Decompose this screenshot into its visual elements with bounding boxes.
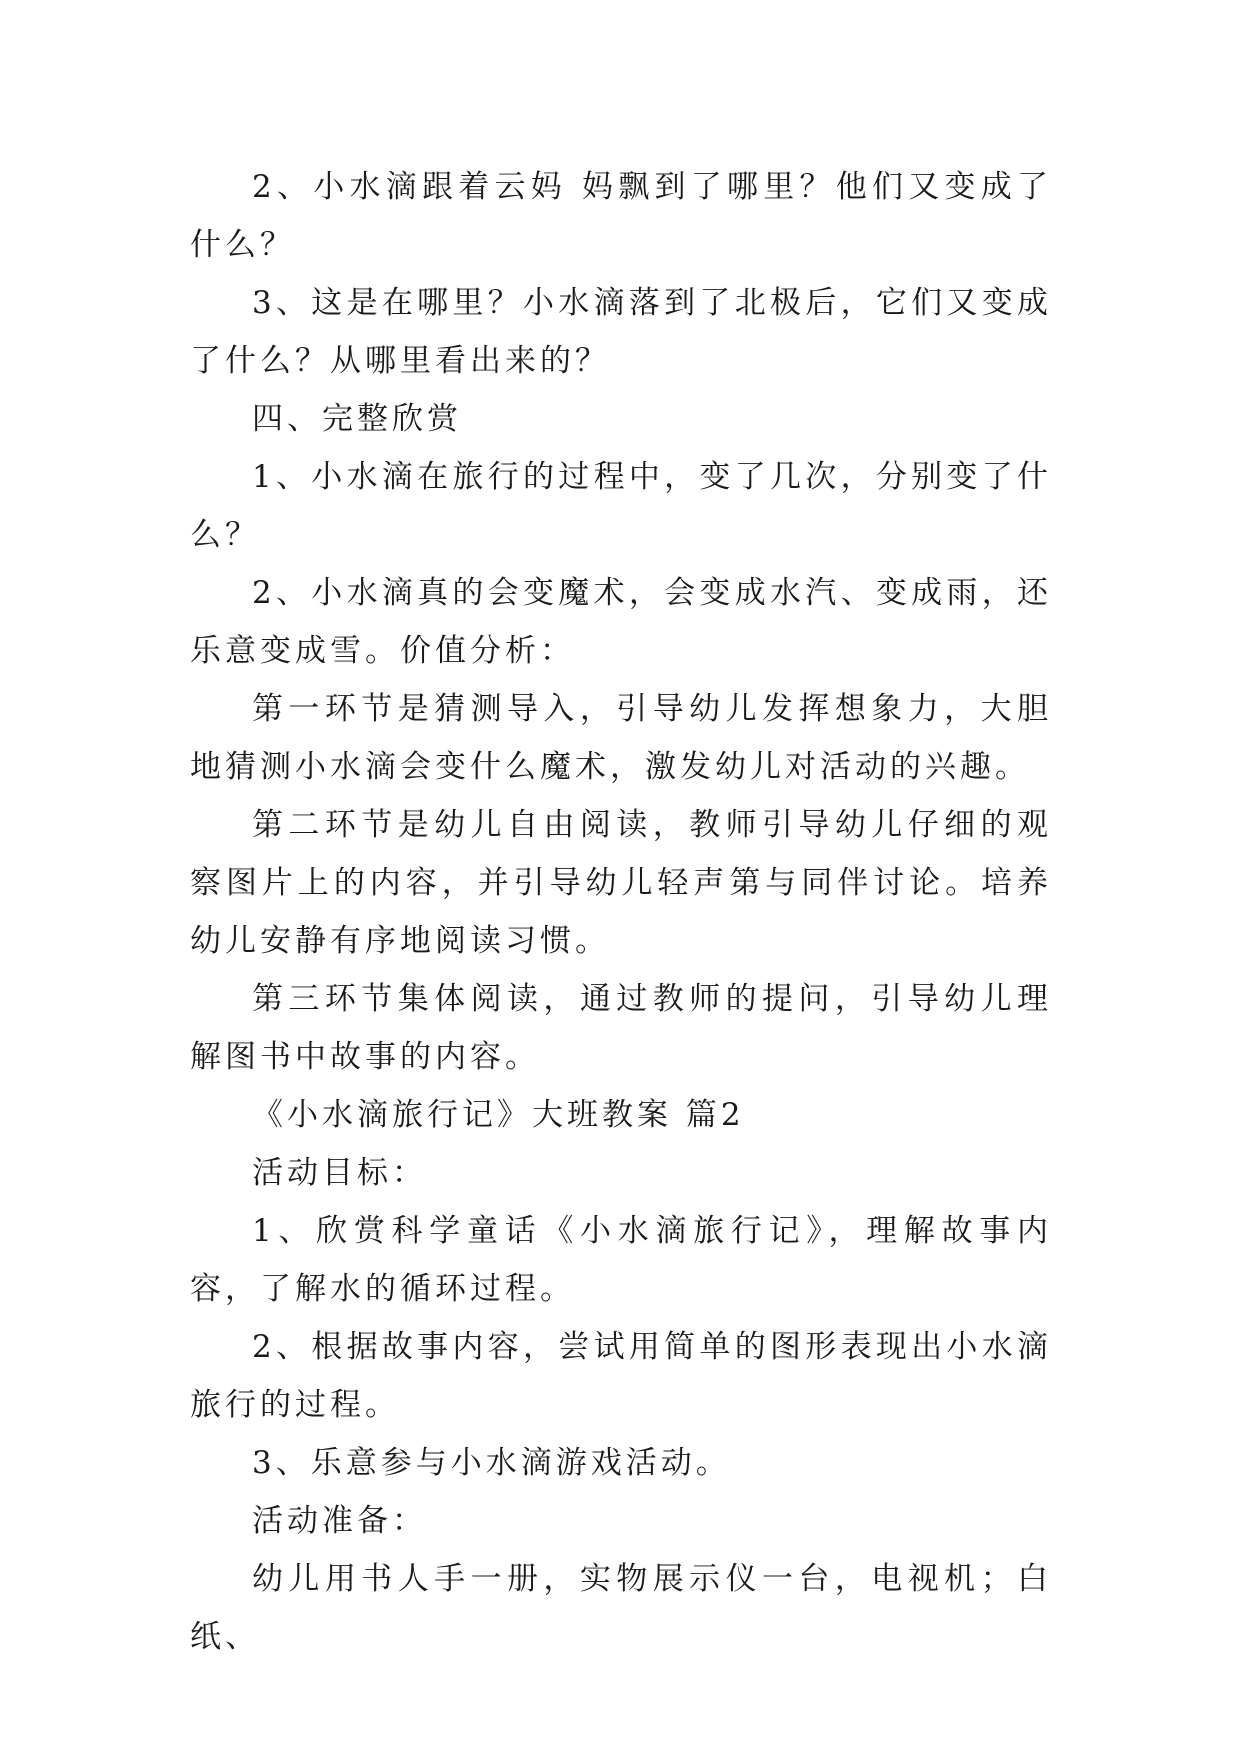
document-body — [190, 158, 1052, 1666]
lesson-plan-title: 《小水滴旅行记》大班教案 篇2 — [252, 1097, 745, 1133]
paragraph-analysis-3: 第三环节集体阅读，通过教师的提问，引导幼儿理解图书中故事的内容。 — [190, 981, 1052, 1075]
section-heading-full-appreciation: 四、完整欣赏 — [252, 401, 462, 437]
paragraph-goal-3: 3、乐意参与小水滴游戏活动。 — [252, 1445, 731, 1481]
paragraph-question-2: 2、小水滴跟着云妈 妈飘到了哪里？他们又变成了什么？ — [190, 169, 1052, 263]
section-heading-activity-preparation: 活动准备： — [252, 1503, 427, 1539]
paragraph-goal-1: 1、欣赏科学童话《小水滴旅行记》，理解故事内容，了解水的循环过程。 — [190, 1213, 1052, 1307]
paragraph-analysis-1: 第一环节是猜测导入，引导幼儿发挥想象力，大胆地猜测小水滴会变什么魔术，激发幼儿对活动的兴趣。 — [190, 691, 1052, 785]
paragraph-appreciation-2: 2、小水滴真的会变魔术，会变成水汽、变成雨，还乐意变成雪。价值分析： — [190, 575, 1052, 669]
paragraph-preparation: 幼儿用书人手一册，实物展示仪一台，电视机；白纸、 — [190, 1561, 1052, 1655]
paragraph-goal-2: 2、根据故事内容，尝试用简单的图形表现出小水滴旅行的过程。 — [190, 1329, 1052, 1423]
paragraph-appreciation-1: 1、小水滴在旅行的过程中，变了几次，分别变了什么？ — [190, 459, 1052, 553]
section-heading-activity-goals: 活动目标： — [252, 1155, 427, 1191]
paragraph-analysis-2: 第二环节是幼儿自由阅读，教师引导幼儿仔细的观察图片上的内容，并引导幼儿轻声第与同伴讨论。培养幼儿安静有序地阅读习惯。 — [190, 807, 1052, 959]
paragraph-question-3: 3、这是在哪里？小水滴落到了北极后，它们又变成了什么？从哪里看出来的？ — [190, 285, 1052, 379]
